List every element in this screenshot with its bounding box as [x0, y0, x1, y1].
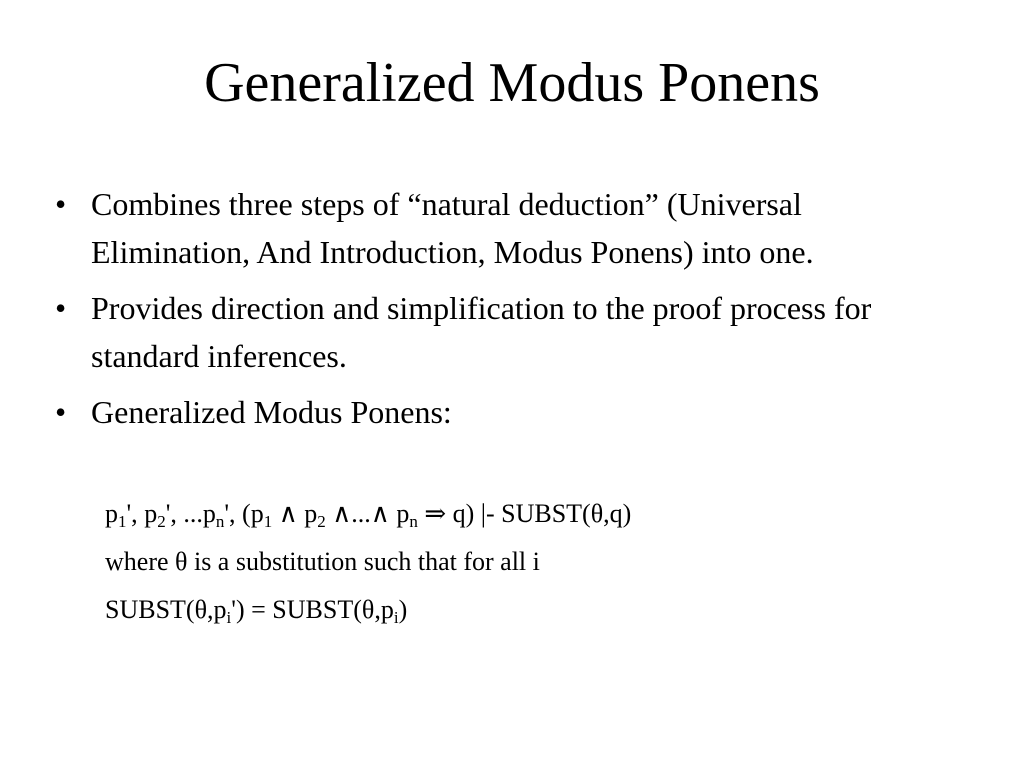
bullet-text: Generalized Modus Ponens:	[91, 394, 452, 430]
bullet-text: Combines three steps of “natural deduction” (Universal Elimination, And Introduction, Modus Ponens) into one.	[91, 186, 814, 270]
bullet-item	[55, 388, 935, 436]
bullet-list	[55, 180, 935, 444]
bullet-marker: •	[55, 290, 67, 326]
and-symbol: ∧	[332, 499, 352, 528]
slide-title: Generalized Modus Ponens	[204, 52, 820, 114]
bullet-marker: •	[55, 186, 67, 222]
and-symbol: ∧	[278, 499, 298, 528]
bullet-item	[55, 180, 935, 276]
subst-line: $SUBST(\theta,p_i')$ = $SUBST(\theta,p_i)$	[105, 595, 408, 627]
and-symbol: ∧	[370, 499, 390, 528]
where-line: where θ is a substitution such that for all i	[105, 547, 540, 576]
formula-line: $p_1'$, $p_2'$, $...p_n'$, ($p_1$ ∧ $p_2$ ∧...∧ $p_n$ ⇒ q) |- SUBST(θ,q)	[105, 499, 632, 531]
bullet-item	[55, 284, 935, 380]
bullet-text: Provides direction and simplification to the proof process for standard inferences.	[91, 290, 872, 374]
implies-symbol: ⇒	[424, 499, 447, 528]
bullet-marker: •	[55, 394, 67, 430]
